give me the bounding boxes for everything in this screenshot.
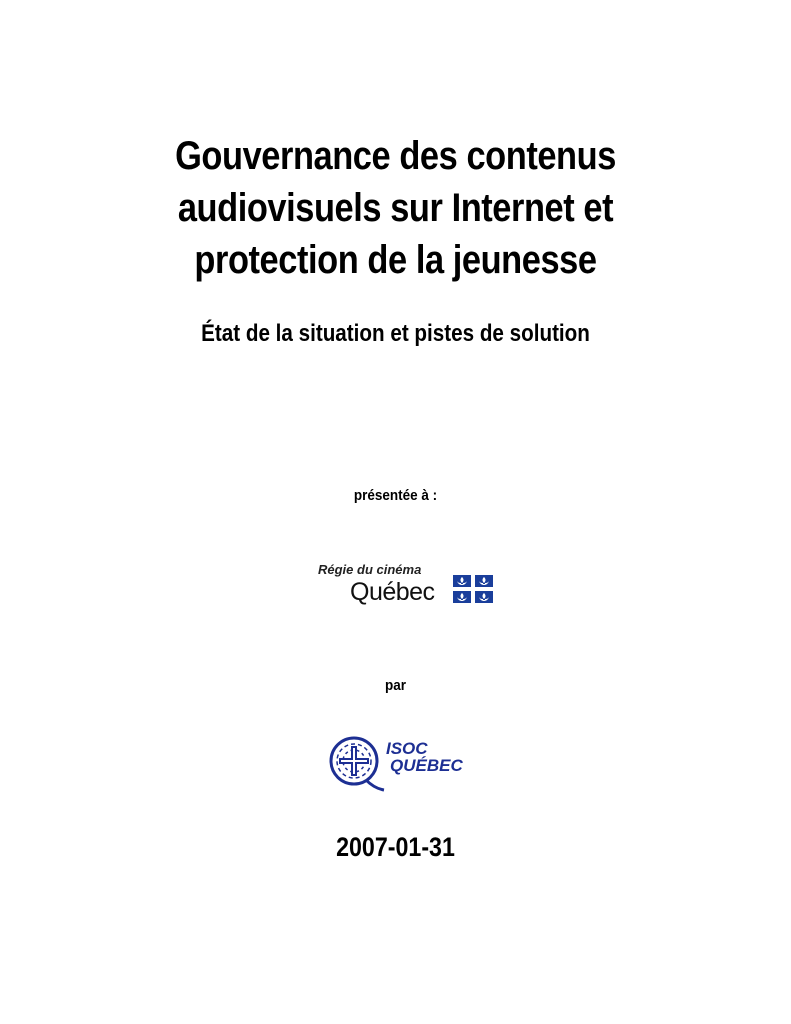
- isoc-logo-text: [386, 740, 463, 774]
- presented-to-label: présentée à :: [353, 487, 438, 504]
- title-line-1: Gouvernance des contenus: [175, 134, 616, 178]
- isoc-logo-line-1: ISOC: [386, 739, 428, 758]
- globe-cross-emblem-icon: [328, 732, 386, 794]
- title-line-3: protection de la jeunesse: [194, 238, 597, 282]
- title-line-2: audiovisuels sur Internet et: [177, 186, 614, 230]
- document-date: 2007-01-31: [336, 832, 455, 862]
- regie-logo-line-1: Régie du cinéma: [318, 562, 422, 577]
- regie-du-cinema-logo: [310, 558, 500, 608]
- regie-logo-line-2: Québec: [350, 578, 435, 606]
- subtitle: État de la situation et pistes de solution: [201, 320, 590, 347]
- page-title: [55, 130, 735, 286]
- isoc-quebec-logo: [328, 732, 478, 796]
- quebec-flag-icon: [453, 575, 493, 603]
- isoc-logo-line-2: QUÉBEC: [390, 756, 463, 775]
- by-label: par: [384, 677, 407, 694]
